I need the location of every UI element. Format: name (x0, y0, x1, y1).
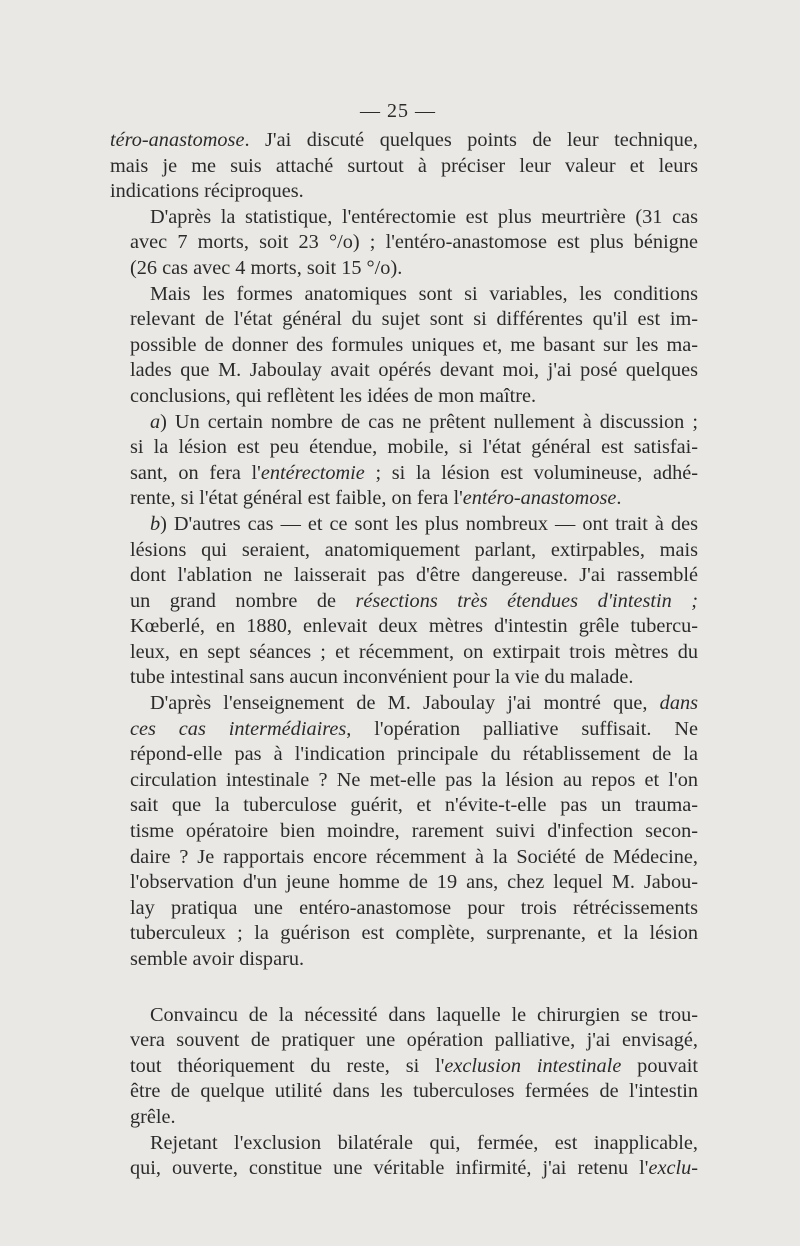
text-line (110, 307, 698, 333)
paragraph (110, 691, 698, 973)
text-segment: (26 cas avec 4 morts, soit 15 °/o). (130, 256, 403, 279)
text-segment: l'observation d'un jeune homme de 19 ans, chez lequel M. Jabou- (130, 871, 698, 894)
italic-text: ces cas intermédiaires (130, 717, 347, 740)
page-number: — 25 — (360, 100, 436, 122)
paragraph (110, 1003, 698, 1131)
paragraph (110, 512, 698, 691)
text-line (110, 486, 698, 512)
text-line (110, 614, 698, 640)
text-line (110, 1028, 698, 1054)
text-line (110, 230, 698, 256)
text-segment: un grand nombre de (130, 589, 356, 612)
text-line (110, 589, 698, 615)
text-line (110, 896, 698, 922)
text-segment: possible de donner des formules uniques et, me basant sur les ma- (130, 333, 698, 356)
text-segment: Convaincu de la nécessité dans laquelle le chirurgien se trou- (150, 1003, 698, 1026)
text-line (110, 538, 698, 564)
italic-text: dans (659, 692, 698, 715)
text-line (110, 1054, 698, 1080)
text-segment: si la lésion est peu étendue, mobile, si l'état général est satisfai- (130, 436, 698, 459)
text-segment: tisme opératoire bien moindre, rarement suivi d'infection secon- (130, 820, 698, 843)
italic-text: exclusion intestinale (444, 1054, 622, 1077)
text-line (110, 742, 698, 768)
text-segment: vera souvent de pratiquer une opération palliative, j'ai envisagé, (130, 1029, 698, 1052)
text-segment: lay pratiqua une entéro-anastomose pour trois rétrécissements (130, 896, 698, 919)
text-line (110, 947, 698, 973)
text-segment: conclusions, qui reflètent les idées de mon maître. (130, 384, 537, 407)
text-segment: pouvait (621, 1054, 699, 1077)
text-segment: . (616, 487, 622, 510)
text-line (110, 845, 698, 871)
text-segment: semble avoir disparu. (130, 948, 305, 970)
text-segment: D'après la statistique, l'entérectomie est plus meurtrière (31 cas (150, 205, 698, 228)
text-segment: mais je me suis attaché surtout à préciser leur valeur et leurs (110, 154, 698, 177)
text-segment: Rejetant l'exclusion bilatérale qui, fermée, est inapplicable, (150, 1131, 698, 1154)
text-line (110, 461, 698, 487)
text-segment: avec 7 morts, soit 23 °/o) ; l'entéro-anastomose est plus bénigne (130, 231, 698, 254)
text-line (110, 793, 698, 819)
text-segment: Mais les formes anatomiques sont si variables, les conditions (150, 282, 698, 305)
text-line (110, 333, 698, 359)
text-line (110, 640, 698, 666)
text-segment: être de quelque utilité dans les tuberculoses fermées de l'intestin (130, 1080, 698, 1103)
text-segment: lésions qui seraient, anatomiquement parlant, extirpables, mais (130, 538, 698, 561)
text-line (110, 1156, 698, 1182)
text-line (110, 870, 698, 896)
text-segment: daire ? Je rapportais encore récemment à la Société de Médecine, (130, 845, 698, 868)
text-line (110, 921, 698, 947)
italic-text: entéro-anastomose (462, 487, 617, 510)
text-line (110, 768, 698, 794)
text-segment: grêle. (130, 1105, 176, 1128)
text-line (110, 128, 698, 154)
text-segment: dont l'ablation ne laisserait pas d'être dangereuse. J'ai rassemblé (130, 564, 698, 587)
paragraph (110, 205, 698, 282)
text-segment: ) Un certain nombre de cas ne prêtent nullement à discussion ; (160, 410, 698, 433)
text-segment: relevant de l'état général du sujet sont si différentes qu'il est im- (130, 308, 698, 331)
text-segment: ; si la lésion est volumineuse, adhé- (364, 461, 698, 484)
text-line (110, 1003, 698, 1029)
text-segment: , l'opération palliative suffisait. Ne (346, 717, 698, 740)
body-text (110, 128, 698, 1182)
text-segment: rente, si l'état général est faible, on fera l' (130, 487, 463, 510)
text-segment: Kœberlé, en 1880, enlevait deux mètres d'intestin grêle tubercu- (130, 615, 698, 638)
paragraph (110, 128, 698, 205)
text-line (110, 512, 698, 538)
text-line (110, 358, 698, 384)
paragraph (110, 1131, 698, 1182)
text-segment: ) D'autres cas — et ce sont les plus nombreux — ont trait à des (160, 512, 698, 535)
italic-text: exclu- (648, 1157, 698, 1180)
text-segment: . J'ai discuté quelques points de leur technique, (244, 129, 698, 151)
text-line (110, 665, 698, 691)
text-line (110, 717, 698, 743)
text-segment: sait que la tuberculose guérit, et n'évite-t-elle pas un trauma- (130, 794, 698, 817)
text-line (110, 819, 698, 845)
text-segment: répond-elle pas à l'indication principale du rétablissement de la (130, 743, 698, 766)
text-segment: D'après l'enseignement de M. Jaboulay j'ai montré que, (150, 692, 660, 715)
text-line (110, 282, 698, 308)
text-line (110, 384, 698, 410)
italic-text: entérectomie (260, 461, 365, 484)
text-line (110, 563, 698, 589)
text-segment: sant, on fera l' (130, 461, 261, 484)
text-line (110, 1131, 698, 1157)
text-segment: qui, ouverte, constitue une véritable infirmité, j'ai retenu l' (130, 1157, 649, 1180)
italic-text: téro-anastomose (110, 129, 245, 151)
text-line (110, 179, 698, 205)
text-line (110, 1079, 698, 1105)
text-segment: tube intestinal sans aucun inconvénient pour la vie du malade. (130, 666, 634, 689)
text-segment: circulation intestinale ? Ne met-elle pas la lésion au repos et l'on (130, 768, 698, 791)
italic-text: b (150, 512, 161, 535)
text-line (110, 1105, 698, 1131)
text-segment: leux, en sept séances ; et récemment, on extirpait trois mètres du (130, 640, 698, 663)
italic-text: résections très étendues d'intestin ; (355, 589, 698, 612)
paragraph (110, 410, 698, 512)
text-segment: tuberculeux ; la guérison est complète, surprenante, et la lésion (130, 922, 698, 945)
text-line (110, 410, 698, 436)
text-line (110, 154, 698, 180)
text-segment: tout théoriquement du reste, si l' (130, 1054, 445, 1077)
text-line (110, 691, 698, 717)
text-line (110, 205, 698, 231)
text-segment: indications réciproques. (110, 180, 304, 203)
text-segment: lades que M. Jaboulay avait opérés devant moi, j'ai posé quelques (130, 359, 698, 382)
paragraph (110, 282, 698, 410)
text-line (110, 435, 698, 461)
italic-text: a (150, 410, 161, 433)
text-line (110, 256, 698, 282)
